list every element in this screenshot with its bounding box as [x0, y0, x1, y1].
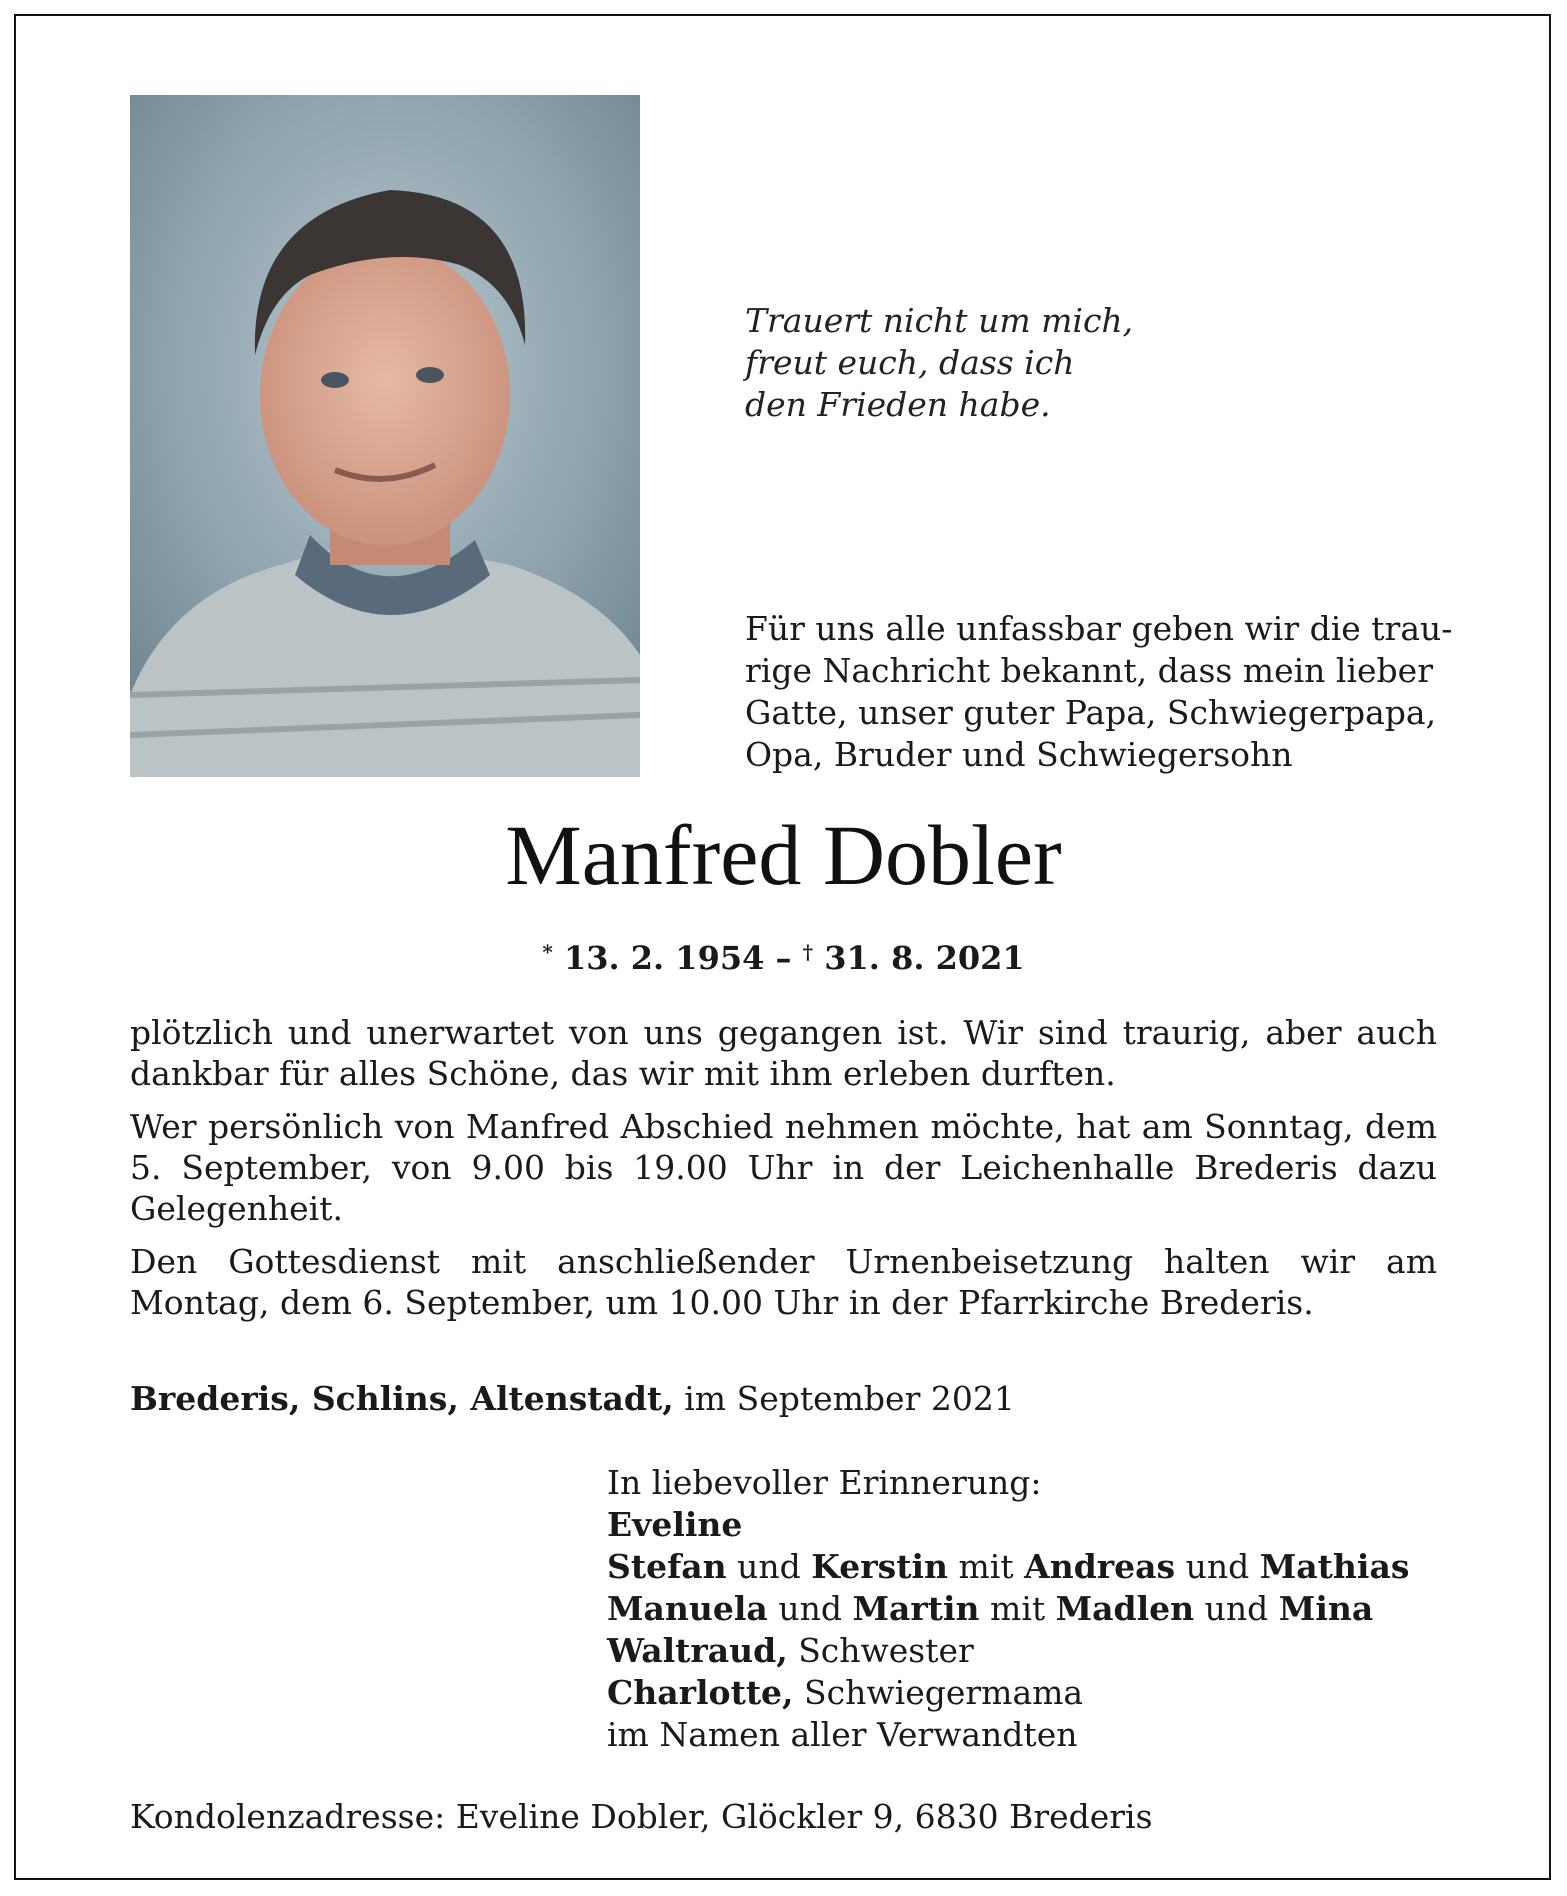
- mourner-role: Schwiegermama: [804, 1673, 1084, 1712]
- mourner-name: Andreas: [1024, 1547, 1176, 1586]
- date-separator: –: [775, 939, 792, 977]
- mourner-row: [607, 1672, 1409, 1714]
- mourner-name: Mathias: [1259, 1547, 1410, 1586]
- mourner-name: Stefan: [607, 1547, 727, 1586]
- life-dates: [0, 932, 1567, 978]
- quote-line: den Frieden habe.: [745, 385, 1051, 424]
- intro-line: Gatte, unser guter Papa, Schwiegerpapa,: [745, 693, 1437, 732]
- connector-word: und: [1204, 1589, 1269, 1628]
- memorial-quote: [745, 300, 1133, 426]
- announcement-body: [130, 1012, 1437, 1335]
- death-symbol: †: [802, 940, 814, 964]
- mourners-closing: im Namen aller Verwandten: [607, 1715, 1078, 1754]
- condolence-address: Kondolenzadresse: Eveline Dobler, Glöckler 9, 6830 Brederis: [130, 1797, 1153, 1836]
- body-paragraph: Wer persönlich von Manfred Abschied nehmen möchte, hat am Sonntag, dem 5. September, von 9.00 bis 19.00 Uhr in der Leichenhalle Brederis dazu Gelegenheit.: [130, 1107, 1437, 1228]
- mourners-heading: In liebevoller Erinnerung:: [607, 1463, 1042, 1502]
- intro-line: Für uns alle unfassbar geben wir die trau-: [745, 609, 1453, 648]
- mourner-name: Madlen: [1055, 1589, 1195, 1628]
- place-and-date: [130, 1378, 1015, 1419]
- connector-word: mit: [958, 1547, 1014, 1586]
- birth-date: 13. 2. 1954: [563, 939, 765, 977]
- intro-line: rige Nachricht bekannt, dass mein lieber: [745, 651, 1433, 690]
- body-paragraph: plötzlich und unerwartet von uns gegangen ist. Wir sind traurig, aber auch dankbar für alles Schöne, das wir mit ihm erleben durften.: [130, 1013, 1437, 1093]
- connector-word: und: [737, 1547, 801, 1586]
- mourner-name: Manuela: [607, 1589, 768, 1628]
- mourner-name: Mina: [1278, 1589, 1374, 1628]
- mourner-name: Kerstin: [811, 1547, 948, 1586]
- quote-line: freut euch, dass ich: [745, 343, 1075, 382]
- mourner-row: [607, 1630, 1409, 1672]
- mourner-row: [607, 1588, 1409, 1630]
- mourner-spouse: Eveline: [607, 1505, 743, 1544]
- mourner-row: [607, 1546, 1409, 1588]
- mourners-list: [607, 1462, 1409, 1756]
- body-paragraph: Den Gottesdienst mit anschließender Urnenbeisetzung halten wir am Montag, dem 6. September, um 10.00 Uhr in der Pfarrkirche Brederis.: [130, 1242, 1437, 1322]
- mourner-role: Schwester: [798, 1631, 974, 1670]
- birth-symbol: *: [542, 940, 553, 964]
- portrait-illustration: [130, 95, 640, 777]
- connector-word: mit: [990, 1589, 1046, 1628]
- intro-line: Opa, Bruder und Schwiegersohn: [745, 735, 1293, 774]
- portrait-photo: [130, 95, 640, 777]
- death-date: 31. 8. 2021: [824, 939, 1025, 977]
- mourner-name: Martin: [852, 1589, 980, 1628]
- deceased-name: Manfred Dobler: [505, 807, 1062, 903]
- connector-word: und: [1185, 1547, 1250, 1586]
- connector-word: und: [778, 1589, 842, 1628]
- quote-line: Trauert nicht um mich,: [745, 301, 1134, 340]
- place-towns: Brederis, Schlins, Altenstadt,: [130, 1379, 674, 1418]
- place-date: im September 2021: [684, 1379, 1015, 1418]
- mourner-name: Waltraud,: [607, 1631, 788, 1670]
- announcement-intro: [745, 608, 1453, 776]
- mourner-name: Charlotte,: [607, 1673, 794, 1712]
